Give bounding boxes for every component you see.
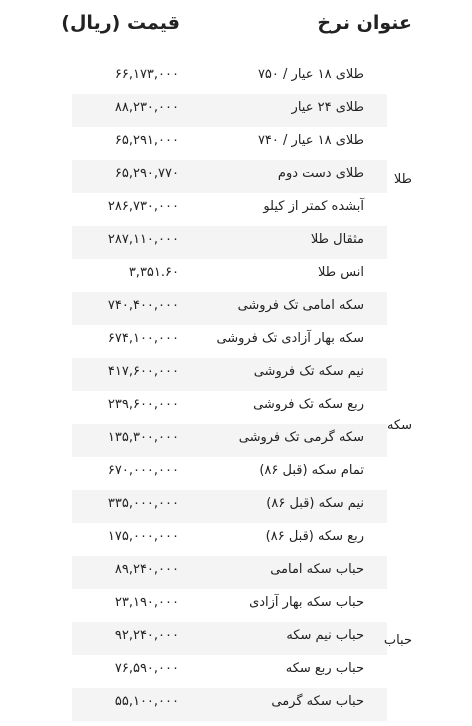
table-row [0,94,472,127]
rate-price: ۱۳۵,۳۰۰,۰۰۰ [107,430,179,445]
rate-price: ۹۲,۲۴۰,۰۰۰ [114,628,179,643]
rate-price: ۶۵,۲۹۱,۰۰۰ [114,133,179,148]
table-row [0,193,472,226]
rate-price: ۸۸,۲۳۰,۰۰۰ [114,100,179,115]
rate-name: سکه گرمی تک فروشی [238,430,364,445]
table-body [0,61,472,721]
table-row [0,61,472,94]
rate-name: تمام سکه (قبل ۸۶) [259,463,364,478]
rate-price: ۷۴۰,۴۰۰,۰۰۰ [107,298,179,313]
rate-price: ۲۳۹,۶۰۰,۰۰۰ [107,397,179,412]
table-row [0,325,472,358]
table-row [0,490,472,523]
rate-name: حباب سکه امامی [270,562,364,577]
rate-name: آبشده کمتر از کیلو [263,199,364,214]
table-row [0,556,472,589]
group-label-coin: سکه [386,418,412,433]
rate-name: انس طلا [317,265,364,280]
rate-name: سکه امامی تک فروشی [237,298,364,313]
rate-name: ربع سکه تک فروشی [253,397,364,412]
rate-name: نیم سکه (قبل ۸۶) [266,496,364,511]
rate-name: طلای ۱۸ عیار / ۷۴۰ [257,133,364,148]
rate-price: ۶۷۰,۰۰۰,۰۰۰ [107,463,179,478]
table-row [0,292,472,325]
rate-price: ۲۸۷,۱۱۰,۰۰۰ [107,232,179,247]
rate-name: سکه بهار آزادی تک فروشی [216,331,364,346]
rate-name: طلای ۱۸ عیار / ۷۵۰ [257,67,364,82]
group-label-gold: طلا [393,172,412,187]
rate-price: ۶۵,۲۹۰,۷۷۰ [114,166,179,181]
rate-name: نیم سکه تک فروشی [253,364,364,379]
rate-name: حباب ربع سکه [285,661,364,676]
rate-price: ۳۳۵,۰۰۰,۰۰۰ [107,496,179,511]
table-row [0,358,472,391]
table-row [0,127,472,160]
rate-name: مثقال طلا [310,232,364,247]
rate-price: ۸۹,۲۴۰,۰۰۰ [114,562,179,577]
rate-price: ۲۸۶,۷۳۰,۰۰۰ [107,199,179,214]
table-row [0,688,472,721]
header-name-column: عنوان نرخ [317,12,412,34]
table-row [0,226,472,259]
rate-price: ۲۳,۱۹۰,۰۰۰ [114,595,179,610]
table-header [0,0,472,56]
table-row [0,523,472,556]
rate-price: ۵۵,۱۰۰,۰۰۰ [114,694,179,709]
rate-price: ۶۶,۱۷۳,۰۰۰ [114,67,179,82]
rate-name: طلای ۲۴ عیار [291,100,364,115]
rate-name: ربع سکه (قبل ۸۶) [265,529,364,544]
table-row [0,259,472,292]
rate-name: حباب نیم سکه [286,628,364,643]
rate-price: ۱۷۵,۰۰۰,۰۰۰ [107,529,179,544]
table-row [0,457,472,490]
group-label-bubble: حباب [383,633,412,648]
table-row [0,589,472,622]
rate-price: ۳,۳۵۱.۶۰ [128,265,179,280]
rate-price: ۶۷۴,۱۰۰,۰۰۰ [107,331,179,346]
rate-name: طلای دست دوم [277,166,364,181]
rate-name: حباب سکه گرمی [271,694,364,709]
table-row [0,655,472,688]
rate-name: حباب سکه بهار آزادی [249,595,364,610]
rate-price: ۴۱۷,۶۰۰,۰۰۰ [107,364,179,379]
header-price-column: قیمت (ریال) [61,12,180,34]
rate-price: ۷۶,۵۹۰,۰۰۰ [114,661,179,676]
